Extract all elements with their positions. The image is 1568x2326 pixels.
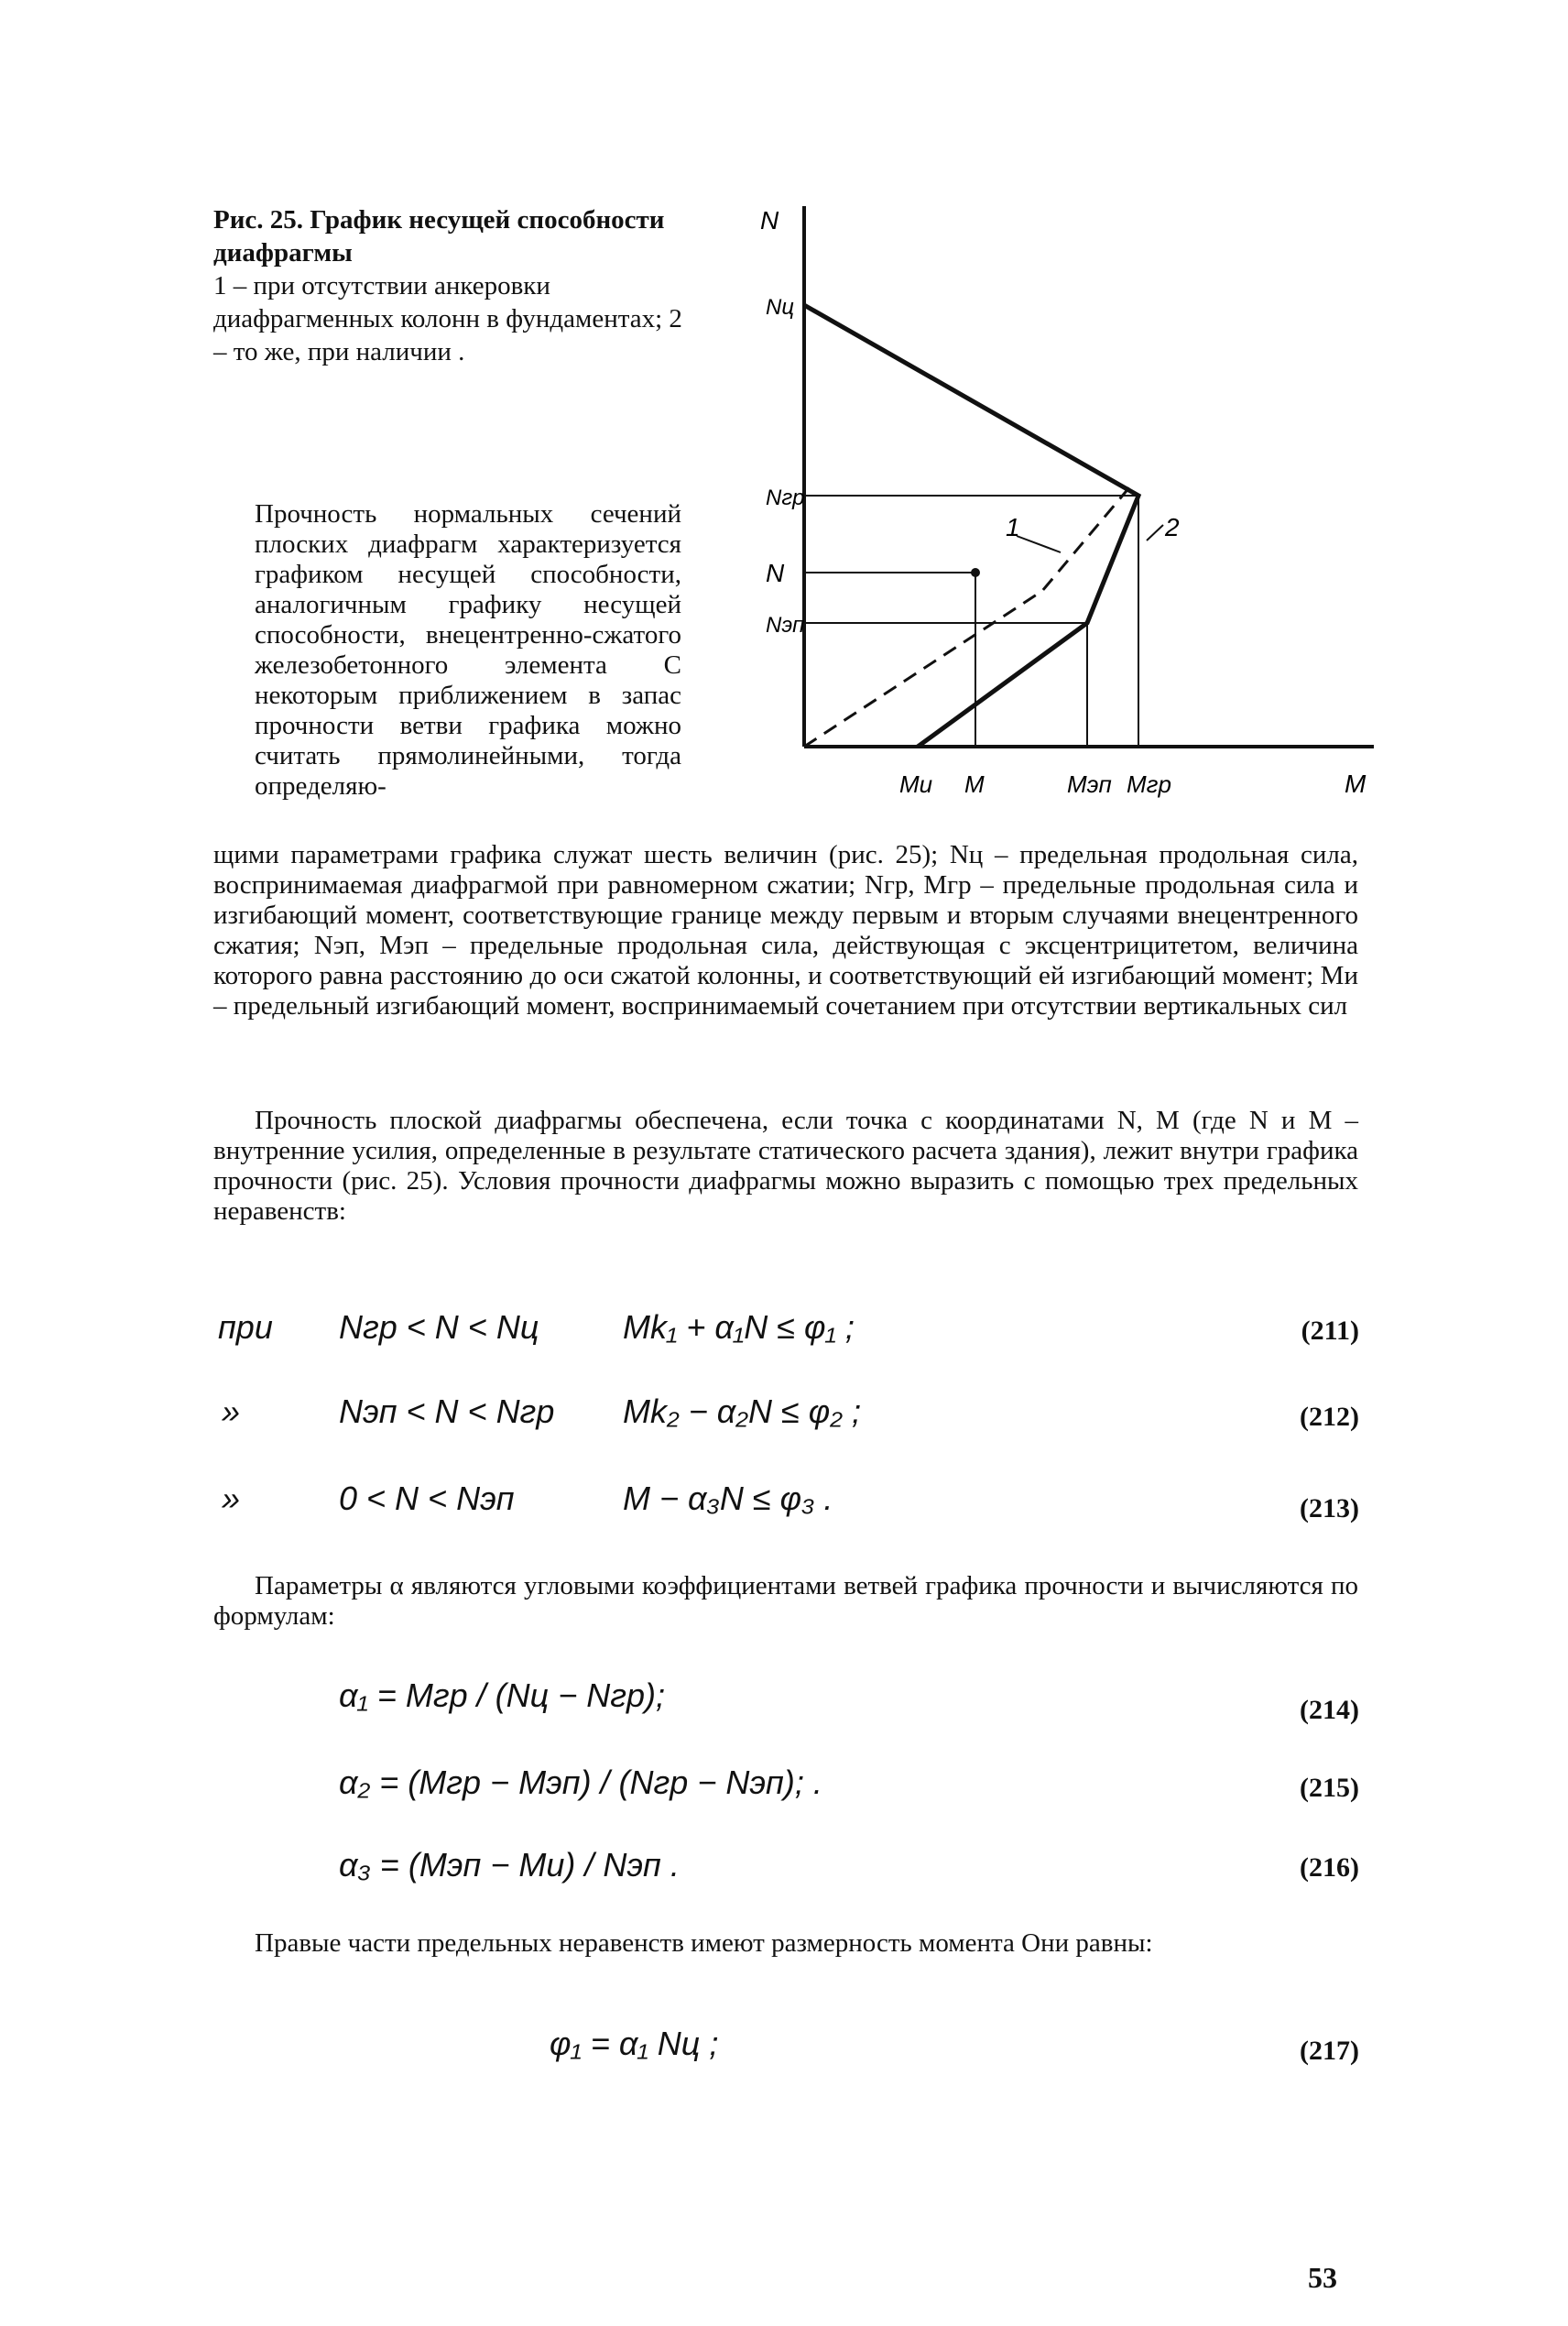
y-tick-n: N [766, 559, 785, 587]
y-tick-ngr: Nгр [766, 486, 805, 510]
y-axis-label: N [760, 206, 779, 235]
figure-caption [213, 203, 690, 368]
curve-2-label: 2 [1165, 513, 1180, 541]
eq-213-prefix: » [222, 1480, 241, 1517]
curve-1-leader [1017, 536, 1061, 552]
paragraph-2: Прочность плоской диафрагмы обеспечена, если точка с координатами N, M (где N и M – внутренние усилия, определенные в результате статического расчета здания), лежит внутри графика прочности (рис. 25). Условия прочности диафрагмы можно выразить с помощью трех предельных неравенств: [213, 1106, 1358, 1226]
figure-caption-text: 1 – при отсутствии анкеровки диафрагменных колонн в фундаментах; 2 – то же, при наличии . [213, 271, 682, 366]
eq-215-number: (215) [1300, 1773, 1359, 1803]
curve-2-line [804, 305, 1138, 747]
eq-212-prefix: » [222, 1392, 241, 1430]
eq-212-inequality: Mk₂ − α₂N ≤ φ₂ ; [623, 1392, 861, 1430]
curve-1-line [804, 486, 1130, 747]
eq-217-number: (217) [1300, 2036, 1359, 2066]
x-tick-mep: Mэп [1067, 770, 1112, 798]
eq-217-formula: φ₁ = α₁ Nц ; [550, 2025, 719, 2062]
paragraph-1-continued: щими параметрами графика служат шесть величин (рис. 25); Nц – предельная продольная сила, воспринимаемая диафрагмой при равномерном сжатии; Nгр, Mгр – предельные продольная сила и изгибающий момент, соответствующие границе между первым и вторым случаями внецентренного сжатия; Nэп, Mэп – предельные продольная сила, действующая с эксцентрицитетом, величина которого равна расстоянию до оси сжатой колонны, и соответствующий ей изгибающий момент; Mи – предельный изгибающий момент, воспринимаемый сочетанием при отсутствии вертикальных сил [213, 840, 1358, 1021]
eq-212-number: (212) [1300, 1402, 1359, 1432]
figure-caption-title: Рис. 25. График несущей способности диафрагмы [213, 205, 665, 268]
y-tick-nc: Nц [766, 295, 795, 320]
paragraph-4: Правые части предельных неравенств имеют размерность момента Они равны: [255, 1928, 1153, 1958]
eq-211-inequality: Mk₁ + α₁N ≤ φ₁ ; [623, 1308, 855, 1346]
eq-216-formula: α₃ = (Mэп − Mи) / Nэп . [339, 1846, 680, 1884]
y-tick-nep: Nэп [766, 613, 805, 638]
eq-213-inequality: M − α₃N ≤ φ₃ . [623, 1480, 833, 1517]
eq-214-number: (214) [1300, 1695, 1359, 1725]
curve-2-leader [1147, 525, 1163, 541]
eq-211-prefix: при [218, 1308, 273, 1346]
point-nm [971, 568, 980, 577]
capacity-chart [696, 197, 1392, 820]
eq-211-number: (211) [1301, 1316, 1359, 1346]
eq-213-condition: 0 < N < Nэп [339, 1480, 515, 1517]
x-axis-label: M [1345, 770, 1367, 798]
eq-213-number: (213) [1300, 1493, 1359, 1523]
page-number: 53 [1308, 2261, 1337, 2294]
curve-1-label: 1 [1006, 513, 1020, 541]
x-tick-mi: Mи [899, 770, 933, 798]
eq-215-formula: α₂ = (Mгр − Mэп) / (Nгр − Nэп); . [339, 1764, 822, 1801]
x-tick-m: M [964, 770, 985, 798]
x-tick-mgr: Mгр [1127, 770, 1171, 798]
eq-212-condition: Nэп < N < Nгр [339, 1392, 555, 1430]
eq-216-number: (216) [1300, 1852, 1359, 1883]
paragraph-1: Прочность нормальных сечений плоских диафрагм характеризуется графиком несущей способности, аналогичным графику несущей способности, внецентренно-сжатого железобетонного элемента С некоторым приближением в запас прочности ветви графика можно считать прямолинейными, тогда определяю- [255, 499, 681, 801]
paragraph-3: Параметры α являются угловыми коэффициентами ветвей графика прочности и вычисляются по формулам: [213, 1571, 1358, 1631]
eq-214-formula: α₁ = Mгр / (Nц − Nгр); [339, 1676, 666, 1714]
eq-211-condition: Nгр < N < Nц [339, 1308, 539, 1346]
